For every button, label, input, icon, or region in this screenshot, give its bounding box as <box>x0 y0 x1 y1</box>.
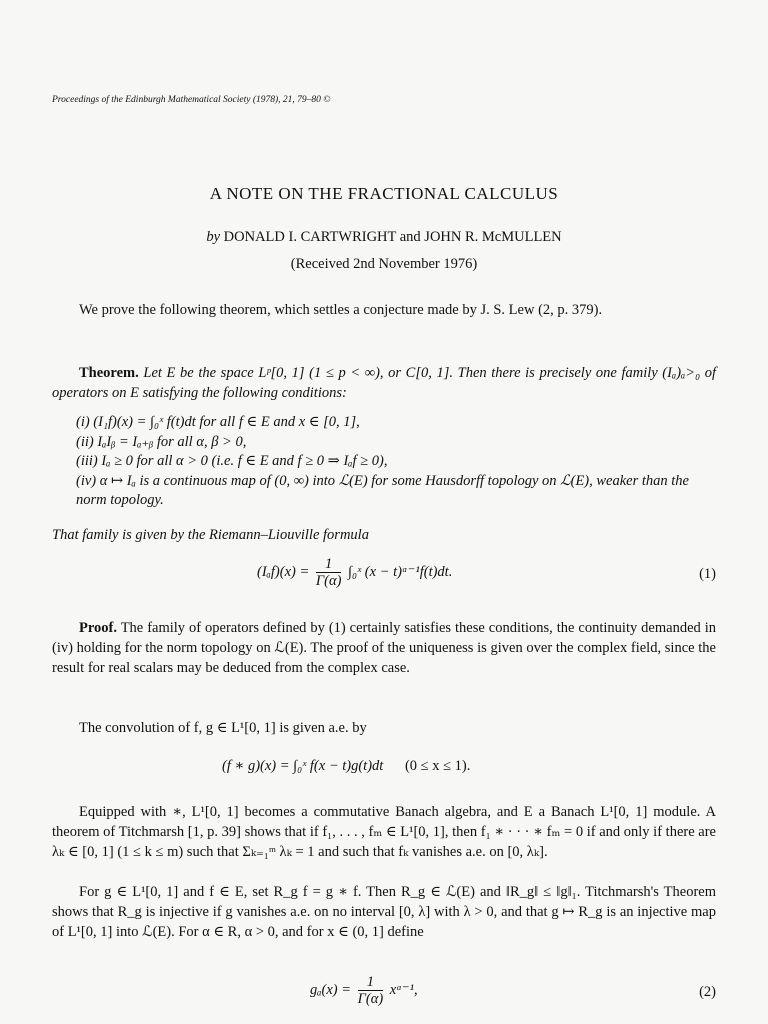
equation-convolution <box>52 754 716 784</box>
eq1-lhs: (Iₐf)(x) = <box>257 563 310 580</box>
theorem-conditions <box>76 413 716 511</box>
condition-iv: (iv) α ↦ Iₐ is a continuous map of (0, ∞) into ℒ(E) for some Hausdorff topology on ℒ(E), weaker than the norm topology. <box>76 472 689 508</box>
eq2-numerator: 1 <box>358 974 384 991</box>
authors-names: DONALD I. CARTWRIGHT and JOHN R. McMULLEN <box>223 229 562 245</box>
received-date: (Received 2nd November 1976) <box>290 256 478 272</box>
convolution-intro: The convolution of f, g ∈ L¹[0, 1] is given a.e. by <box>79 720 367 736</box>
eq1-number: (1) <box>699 566 716 582</box>
condition-i: (i) (I₁f)(x) = ∫₀ˣ f(t)dt for all f ∈ E and x ∈ [0, 1], <box>76 414 360 430</box>
equation-1 <box>52 556 716 589</box>
authors-prefix: by <box>206 229 221 245</box>
eq1-rhs: ∫₀ˣ (x − t)ᵅ⁻¹f(t)dt. <box>348 563 453 580</box>
eq2-lhs: gₐ(x) = <box>310 981 351 998</box>
abstract-paragraph: We prove the following theorem, which settles a conjecture made by J. S. Lew (2, p. 379). <box>79 302 603 318</box>
for-g-paragraph: For g ∈ L¹[0, 1] and f ∈ E, set R_g f = g ∗ f. Then R_g ∈ ℒ(E) and ‖R_g‖ ≤ ‖g‖₁. Titchmarsh's Theorem shows that R_g is injective if g vanishes a.e. on no interval [0, λ] with λ > 0, and that g ↦ R_g is an injective map of L¹[0, 1] into ℒ(E). For α ∈ R, α > 0, and for x ∈ (0, 1] define <box>52 884 716 940</box>
condition-iii: (iii) Iₐ ≥ 0 for all α > 0 (i.e. f ∈ E and f ≥ 0 ⇒ Iₐf ≥ 0), <box>76 453 388 469</box>
theorem-paragraph <box>52 363 716 403</box>
proof-paragraph <box>52 618 716 678</box>
conv-rhs: ∫₀ˣ f(x − t)g(t)dt <box>293 758 384 774</box>
conv-condition: (0 ≤ x ≤ 1). <box>404 758 471 774</box>
conv-lhs: (f ∗ g)(x) = <box>222 758 290 774</box>
eq2-rhs: xᵅ⁻¹, <box>389 981 418 998</box>
banach-paragraph: Equipped with ∗, L¹[0, 1] becomes a commutative Banach algebra, and E a Banach L¹[0, 1] module. A theorem of Titchmarsh [1, p. 39] shows that if f₁, . . . , fₘ ∈ L¹[0, 1], then f₁ ∗ · · · ∗ fₘ = 0 if and only if there are λₖ ∈ [0, 1] (1 ≤ k ≤ m) such that Σₖ₌₁ᵐ λₖ = 1 and such that fₖ vanishes a.e. on [0, λₖ]. <box>52 804 716 860</box>
condition-ii: (ii) IₐIᵦ = Iₐ₊ᵦ for all α, β > 0, <box>76 433 247 450</box>
eq2-denominator: Γ(α) <box>357 991 384 1007</box>
eq1-numerator: 1 <box>316 556 342 573</box>
authors-line <box>0 229 768 246</box>
family-intro: That family is given by the Riemann–Liouville formula <box>52 527 369 543</box>
proof-label: Proof. <box>79 620 117 636</box>
theorem-label: Theorem. <box>79 365 139 381</box>
proof-text: The family of operators defined by (1) certainly satisfies these conditions, the continuity demanded in (iv) holding for the norm topology on ℒ(E). The proof of the uniqueness is given over the complex field, since the result for real scalars may be deduced from the complex case. <box>52 620 716 676</box>
eq1-fraction <box>316 556 342 589</box>
journal-header: Proceedings of the Edinburgh Mathematical Society (1978), 21, 79–80 © <box>52 95 331 105</box>
paper-title: A NOTE ON THE FRACTIONAL CALCULUS <box>209 184 559 203</box>
eq1-denominator: Γ(α) <box>315 573 342 589</box>
eq2-fraction <box>358 974 384 1007</box>
equation-2 <box>52 974 716 1007</box>
theorem-statement: Let E be the space Lᵖ[0, 1] (1 ≤ p < ∞), or C[0, 1]. Then there is precisely one family (Iₐ)ₐ>₀ of operators on E satisfying the following conditions: <box>52 365 717 401</box>
eq2-number: (2) <box>699 984 716 1000</box>
